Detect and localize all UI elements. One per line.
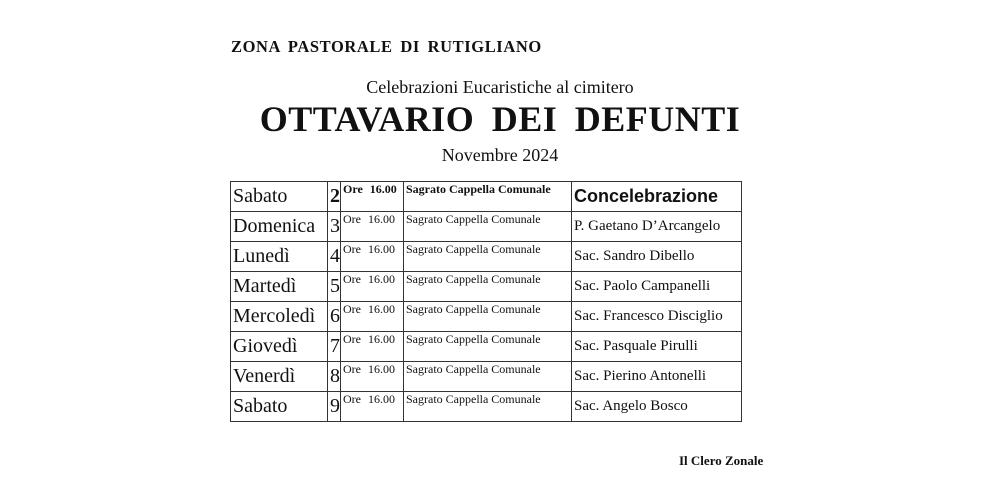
date-cell: 3: [328, 212, 341, 242]
celebrant-cell: Sac. Pasquale Pirulli: [572, 332, 742, 362]
celebrant-cell: P. Gaetano D’Arcangelo: [572, 212, 742, 242]
place-cell: Sagrato Cappella Comunale: [404, 242, 572, 272]
table-row: [231, 242, 742, 272]
day-cell: Sabato: [231, 182, 328, 212]
table-row: [231, 212, 742, 242]
celebrant-cell: Concelebrazione: [572, 182, 742, 212]
date-cell: 2: [328, 182, 341, 212]
celebrant-cell: Sac. Francesco Disciglio: [572, 302, 742, 332]
day-cell: Giovedì: [231, 332, 328, 362]
table-row: [231, 302, 742, 332]
schedule-table: [230, 181, 742, 422]
date-cell: 5: [328, 272, 341, 302]
place-cell: Sagrato Cappella Comunale: [404, 332, 572, 362]
place-cell: Sagrato Cappella Comunale: [404, 362, 572, 392]
celebrant-cell: Sac. Pierino Antonelli: [572, 362, 742, 392]
celebrant-cell: Sac. Angelo Bosco: [572, 392, 742, 422]
place-cell: Sagrato Cappella Comunale: [404, 392, 572, 422]
table-row: [231, 362, 742, 392]
date-cell: 9: [328, 392, 341, 422]
time-cell: Ore 16.00: [341, 272, 404, 302]
place-cell: Sagrato Cappella Comunale: [404, 182, 572, 212]
subtitle: Celebrazioni Eucaristiche al cimitero: [366, 77, 634, 97]
time-cell: Ore 16.00: [341, 242, 404, 272]
time-cell: Ore 16.00: [341, 362, 404, 392]
day-cell: Martedì: [231, 272, 328, 302]
month-label: Novembre 2024: [441, 145, 559, 165]
celebrant-cell: Sac. Paolo Campanelli: [572, 272, 742, 302]
time-cell: Ore 16.00: [341, 212, 404, 242]
day-cell: Lunedì: [231, 242, 328, 272]
table-row: [231, 182, 742, 212]
date-cell: 4: [328, 242, 341, 272]
celebrant-cell: Sac. Sandro Dibello: [572, 242, 742, 272]
page-title: OTTAVARIO DEI DEFUNTI: [259, 99, 741, 139]
day-cell: Domenica: [231, 212, 328, 242]
table-row: [231, 392, 742, 422]
time-cell: Ore 16.00: [341, 392, 404, 422]
place-cell: Sagrato Cappella Comunale: [404, 302, 572, 332]
date-cell: 7: [328, 332, 341, 362]
day-cell: Sabato: [231, 392, 328, 422]
time-cell: Ore 16.00: [341, 302, 404, 332]
day-cell: Venerdì: [231, 362, 328, 392]
time-cell: Ore 16.00: [341, 332, 404, 362]
date-cell: 8: [328, 362, 341, 392]
day-cell: Mercoledì: [231, 302, 328, 332]
table-row: [231, 272, 742, 302]
table-row: [231, 332, 742, 362]
zone-title: ZONA PASTORALE DI RUTIGLIANO: [231, 37, 542, 56]
signature: Il Clero Zonale: [679, 453, 764, 468]
time-cell: Ore 16.00: [341, 182, 404, 212]
place-cell: Sagrato Cappella Comunale: [404, 272, 572, 302]
date-cell: 6: [328, 302, 341, 332]
place-cell: Sagrato Cappella Comunale: [404, 212, 572, 242]
